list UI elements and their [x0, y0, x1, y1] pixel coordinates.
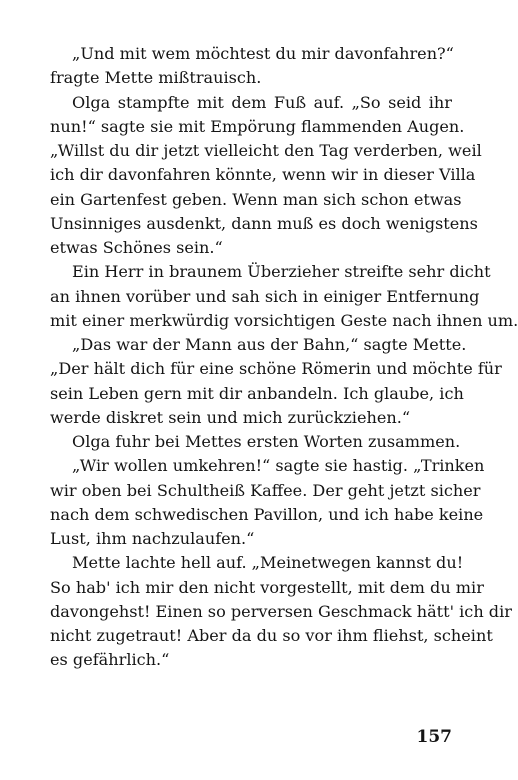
text-line-8: Unsinniges ausdenkt, dann muß es doch wenigstens: [50, 213, 478, 233]
text-line-18: „Wir wollen umkehren!“ sagte sie hastig. „Trinken: [72, 456, 485, 476]
text-line-17: Olga fuhr bei Mettes ersten Worten zusammen.: [72, 432, 461, 451]
text-line-15: sein Leben gern mit dir anbandeln. Ich glaube, ich: [50, 383, 464, 403]
text-line-14: „Der hält dich für eine schöne Römerin und möchte für: [50, 359, 502, 379]
text-line-10: Ein Herr in braunem Überzieher streifte sehr dicht: [72, 262, 491, 282]
text-line-16: werde diskret sein und mich zurückziehen.“: [50, 407, 411, 427]
text-line-25: nicht zugetraut! Aber da du so vor ihm fliehst, scheint: [50, 626, 493, 645]
text-line-12: mit einer merkwürdig vorsichtigen Geste nach ihnen um.: [50, 310, 518, 330]
text-line-24: davongehst! Einen so perversen Geschmack hätt' ich dir: [50, 601, 512, 621]
text-line-11: an ihnen vorüber und sah sich in einiger Entfernung: [50, 286, 480, 306]
text-line-6: ich dir davonfahren könnte, wenn wir in dieser Villa: [50, 165, 476, 185]
text-line-20: nach dem schwedischen Pavillon, und ich habe keine: [50, 504, 484, 524]
text-line-3: Olga stampfte mit dem Fuß auf. „So seid ihr: [72, 92, 452, 112]
text-line-19: wir oben bei Schultheiß Kaffee. Der geht jetzt sicher: [50, 480, 481, 500]
text-line-13: „Das war der Mann aus der Bahn,“ sagte Mette.: [72, 335, 467, 354]
text-line-7: ein Gartenfest geben. Wenn man sich schon etwas: [50, 189, 462, 209]
page-number: 157: [416, 727, 452, 747]
text-line-22: Mette lachte hell auf. „Meinetwegen kannst du!: [72, 553, 464, 573]
text-line-4: nun!“ sagte sie mit Empörung flammenden Augen.: [50, 116, 465, 136]
text-line-26: es gefährlich.“: [50, 650, 170, 670]
text-line-23: So hab' ich mir den nicht vorgestellt, mit dem du mir: [50, 577, 484, 597]
text-line-1: „Und mit wem möchtest du mir davonfahren?“: [72, 44, 454, 63]
text-line-9: etwas Schönes sein.“: [50, 238, 223, 257]
text-line-21: Lust, ihm nachzulaufen.“: [50, 529, 255, 548]
body-text: [50, 42, 518, 673]
text-line-5: „Willst du dir jetzt vielleicht den Tag verderben, weil: [50, 141, 482, 160]
text-line-2: fragte Mette mißtrauisch.: [50, 68, 262, 88]
